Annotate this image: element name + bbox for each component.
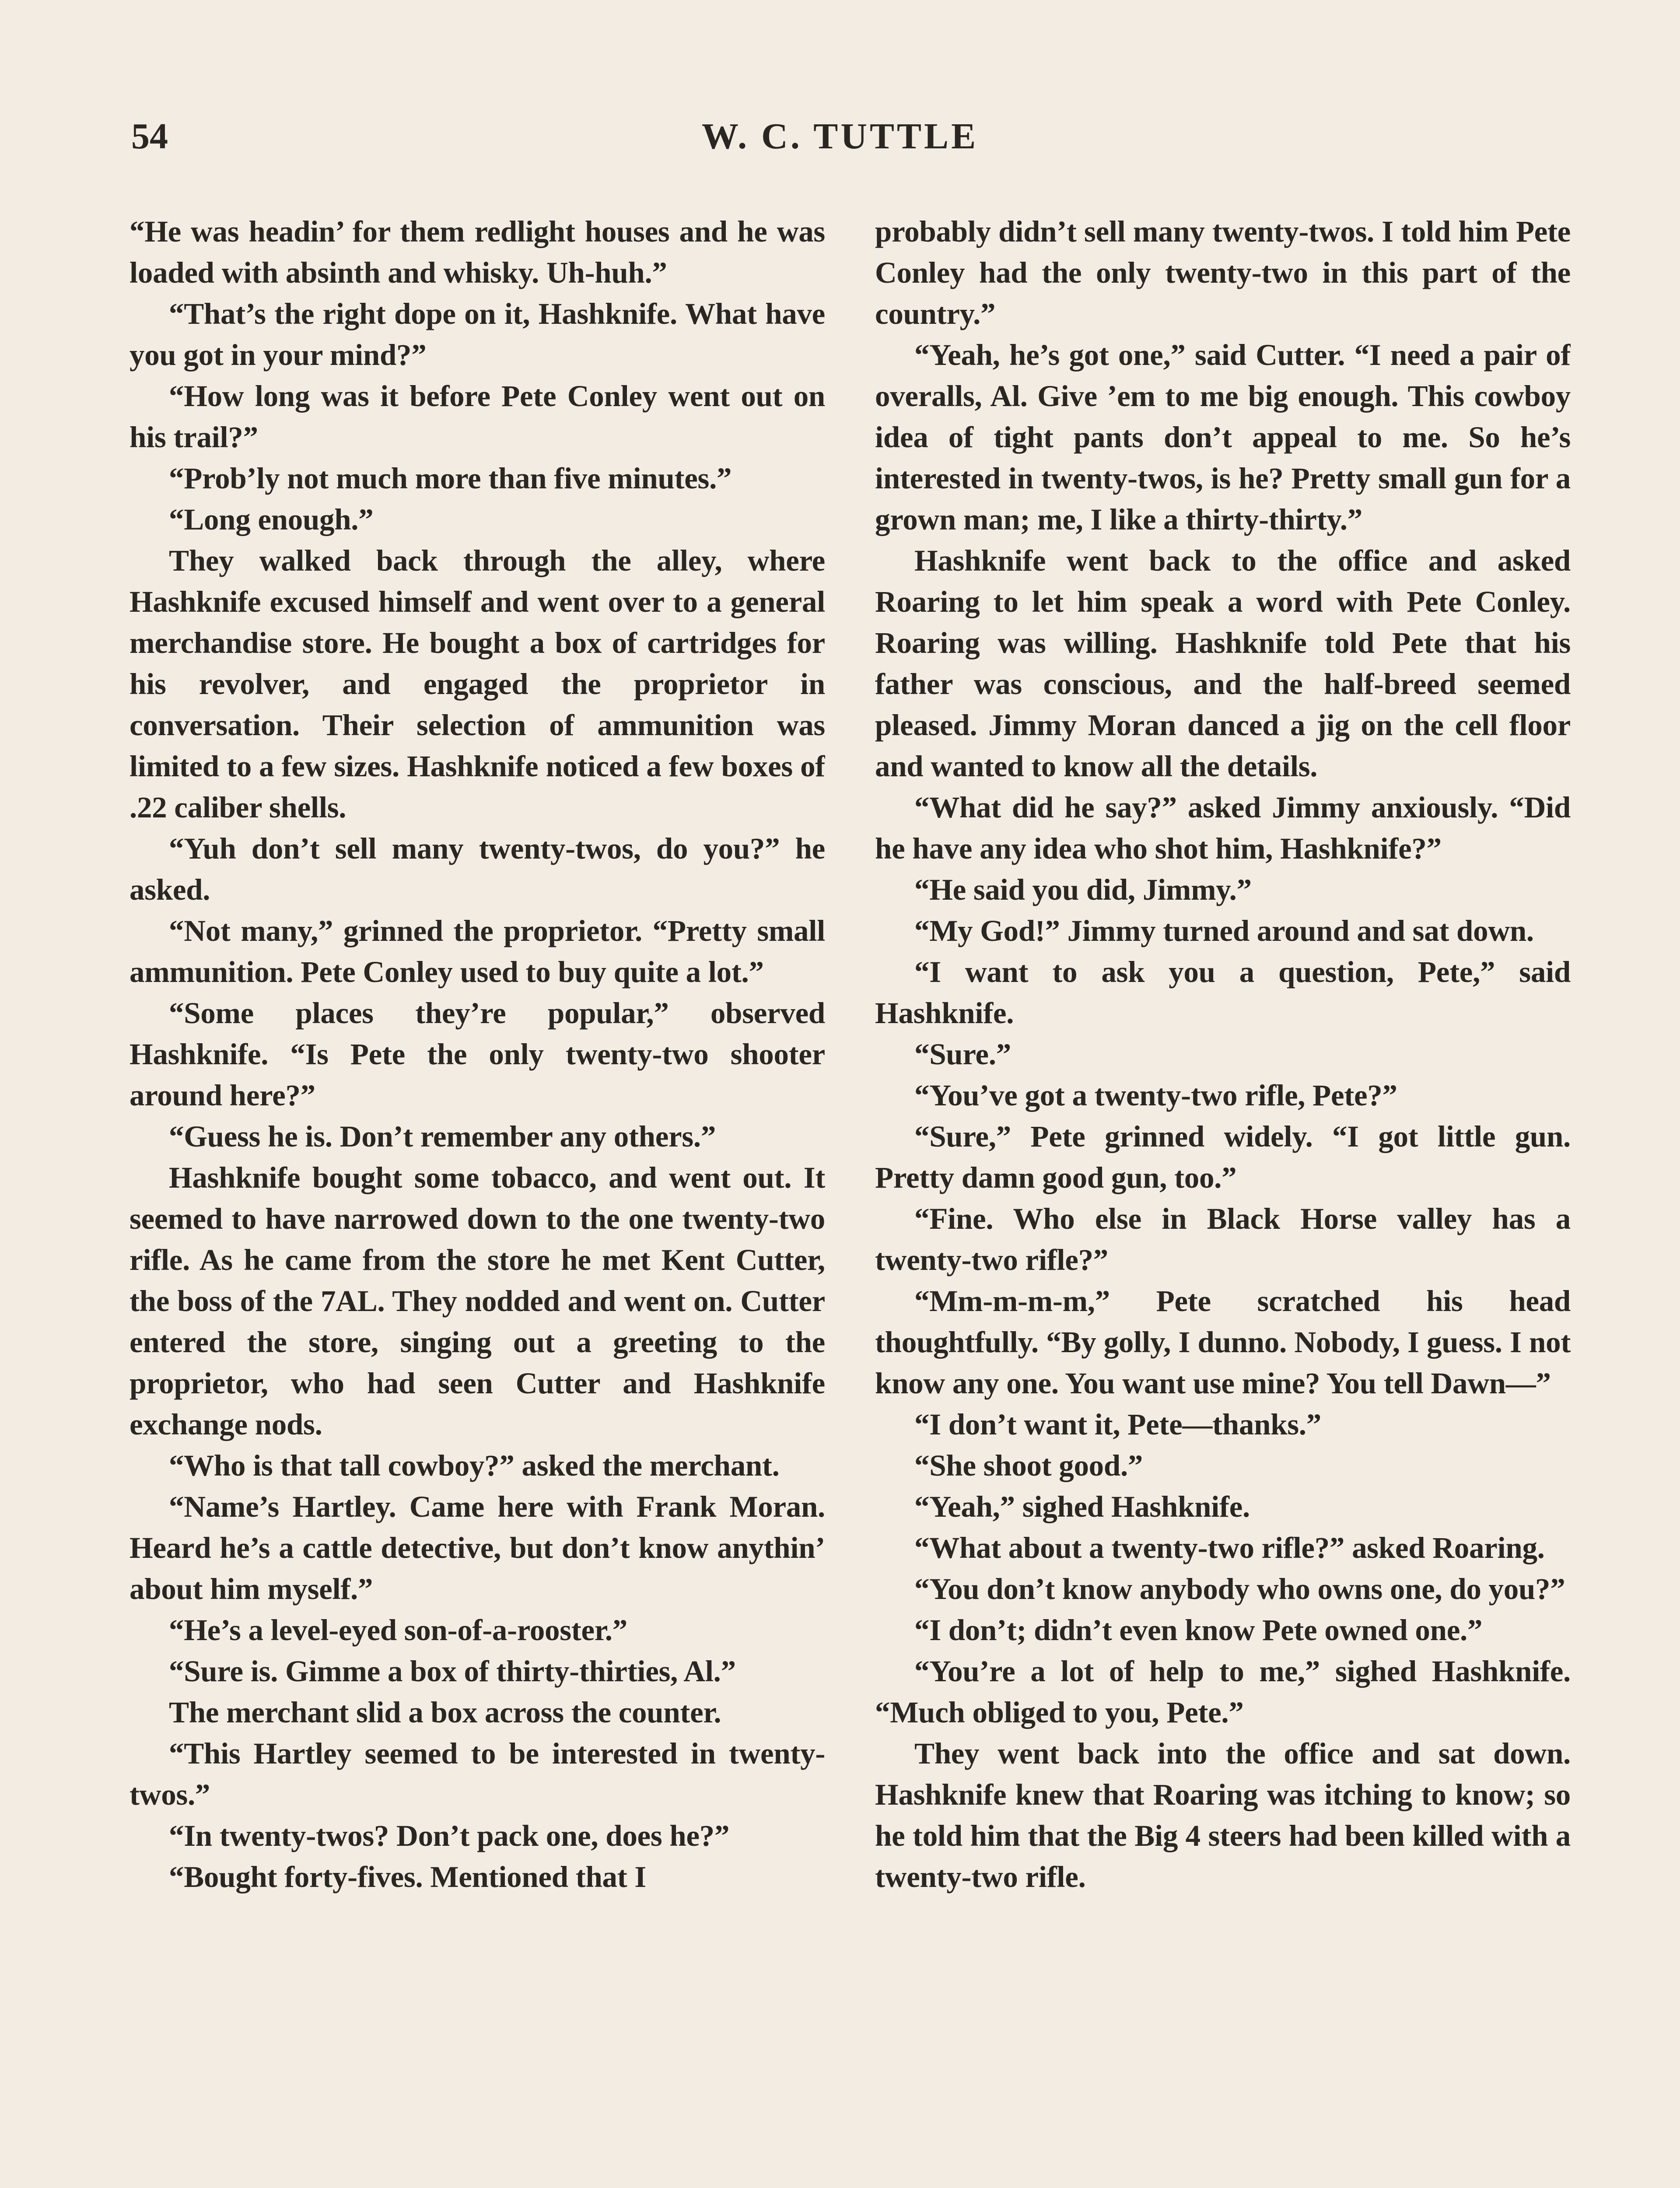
- paragraph: “Sure,” Pete grinned widely. “I got little gun. Pretty damn good gun, too.”: [875, 1120, 1571, 1194]
- paragraph: “Long enough.”: [169, 503, 374, 536]
- paragraph: “What did he say?” asked Jimmy anxiously. “Did he have any idea who shot him, Hashknife?”: [875, 791, 1571, 865]
- paragraph: “He was headin’ for them redlight houses and he was loaded with absinth and whisky. Uh-huh.”: [130, 215, 825, 289]
- paragraph: “He said you did, Jimmy.”: [914, 873, 1252, 906]
- paragraph: Hashknife went back to the office and asked Roaring to let him speak a word with Pete Conley. Roaring was willing. Hashknife told Pete that his father was conscious, and the half-breed seemed pleased. Jimmy Moran danced a jig on the cell floor and wanted to know all the details.: [875, 544, 1571, 783]
- paragraph: “You’re a lot of help to me,” sighed Hashknife. “Much obliged to you, Pete.”: [875, 1655, 1571, 1729]
- paragraph: “That’s the right dope on it, Hashknife. What have you got in your mind?”: [130, 297, 825, 372]
- paragraph: “Name’s Hartley. Came here with Frank Moran. Heard he’s a cattle detective, but don’t know anythin’ about him myself.”: [130, 1490, 825, 1606]
- paragraph: Hashknife bought some tobacco, and went out. It seemed to have narrowed down to the one twenty-two rifle. As he came from the store he met Kent Cutter, the boss of the 7AL. They nodded and went on. Cutter entered the store, singing out a greeting to the proprietor, who had seen Cutter and Hashknife exchange nods.: [130, 1161, 825, 1441]
- paragraph: “Mm-m-m-m,” Pete scratched his head thoughtfully. “By golly, I dunno. Nobody, I guess. I not know any one. You want use mine? You tell Dawn—”: [875, 1284, 1571, 1400]
- paragraph: “I don’t want it, Pete—thanks.”: [914, 1408, 1321, 1441]
- paragraph: “What about a twenty-two rifle?” asked Roaring.: [914, 1531, 1545, 1564]
- paragraph: “Not many,” grinned the proprietor. “Pretty small ammunition. Pete Conley used to buy quite a lot.”: [130, 914, 825, 989]
- paragraph: “You don’t know anybody who owns one, do you?”: [914, 1572, 1565, 1606]
- paragraph: “She shoot good.”: [914, 1449, 1143, 1482]
- paragraph: “I want to ask you a question, Pete,” said Hashknife.: [875, 955, 1571, 1030]
- paragraph: “In twenty-twos? Don’t pack one, does he?”: [169, 1819, 730, 1852]
- text-column-right: [875, 211, 1571, 2188]
- paragraph: “Yuh don’t sell many twenty-twos, do you?” he asked.: [130, 832, 825, 906]
- paragraph: “Guess he is. Don’t remember any others.”: [169, 1120, 716, 1153]
- paragraph: They went back into the office and sat down. Hashknife knew that Roaring was itching to know; so he told him that the Big 4 steers had been killed with a twenty-two rifle.: [875, 1737, 1571, 1893]
- paragraph: “Bought forty-fives. Mentioned that I: [169, 1860, 646, 1893]
- page-number: 54: [131, 116, 168, 157]
- paragraph: “Yeah,” sighed Hashknife.: [914, 1490, 1250, 1523]
- running-head: W. C. TUTTLE: [701, 116, 979, 157]
- paragraph: The merchant slid a box across the counter.: [169, 1696, 721, 1729]
- paragraph: “This Hartley seemed to be interested in twenty-twos.”: [130, 1737, 825, 1811]
- paragraph: “He’s a level-eyed son-of-a-rooster.”: [169, 1613, 627, 1647]
- paragraph: “Who is that tall cowboy?” asked the merchant.: [169, 1449, 780, 1482]
- page-header: [0, 0, 1680, 184]
- paragraph: “Prob’ly not much more than five minutes.”: [169, 462, 732, 495]
- paragraph: “Some places they’re popular,” observed Hashknife. “Is Pete the only twenty-two shooter around here?”: [130, 996, 825, 1112]
- paragraph: probably didn’t sell many twenty-twos. I told him Pete Conley had the only twenty-two in this part of the country.”: [875, 215, 1571, 330]
- paragraph: “My God!” Jimmy turned around and sat down.: [914, 914, 1534, 947]
- paragraph: “Yeah, he’s got one,” said Cutter. “I need a pair of overalls, Al. Give ’em to me big enough. This cowboy idea of tight pants don’t appeal to me. So he’s interested in twenty-twos, is he? Pretty small gun for a grown man; me, I like a thirty-thirty.”: [875, 338, 1571, 536]
- paragraph: “You’ve got a twenty-two rifle, Pete?”: [914, 1079, 1397, 1112]
- paragraph: “Sure.”: [914, 1038, 1011, 1071]
- paragraph: “Fine. Who else in Black Horse valley has a twenty-two rifle?”: [875, 1202, 1571, 1276]
- text-column-left: [130, 211, 825, 2188]
- paragraph: They walked back through the alley, where Hashknife excused himself and went over to a general merchandise store. He bought a box of cartridges for his revolver, and engaged the proprietor in conversation. Their selection of ammunition was limited to a few sizes. Hashknife noticed a few boxes of .22 caliber shells.: [130, 544, 825, 824]
- paragraph: “Sure is. Gimme a box of thirty-thirties, Al.”: [169, 1655, 736, 1688]
- paragraph: “How long was it before Pete Conley went out on his trail?”: [130, 379, 825, 454]
- paragraph: “I don’t; didn’t even know Pete owned one.”: [914, 1613, 1483, 1647]
